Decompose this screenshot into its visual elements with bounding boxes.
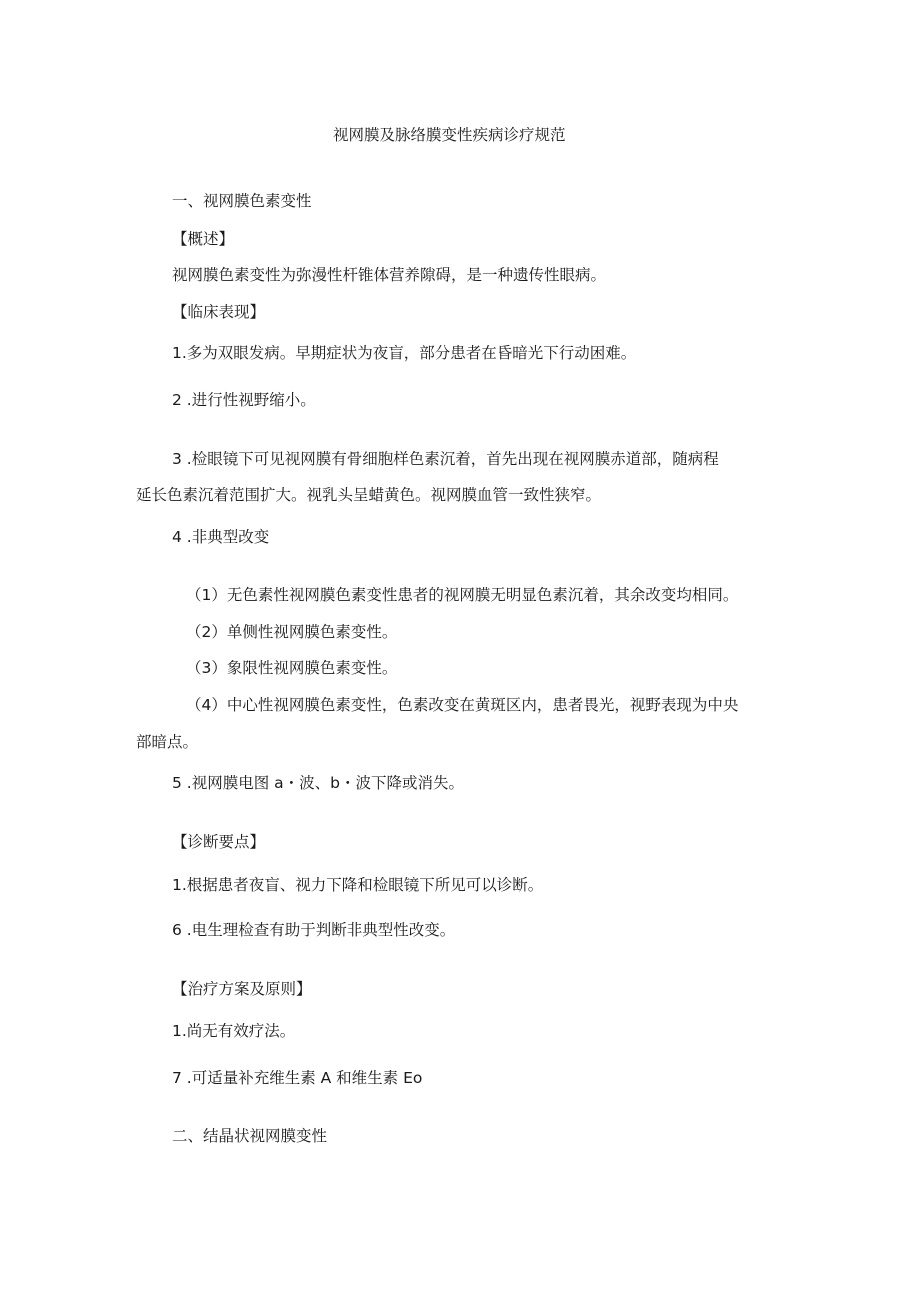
paragraph: 5 .视网膜电图 a・波、b・波下降或消失。 [172, 774, 464, 792]
paragraph: 4 .非典型改变 [172, 528, 270, 546]
subsection-heading: 【诊断要点】 [172, 833, 266, 851]
section-heading: 一、视网膜色素变性 [172, 192, 312, 210]
paragraph: 1.尚无有效疗法。 [172, 1022, 296, 1040]
paragraph: 1.根据患者夜盲、视力下降和检眼镜下所见可以诊断。 [172, 876, 544, 894]
paragraph: 2 .进行性视野缩小。 [172, 391, 316, 409]
list-item: （4）中心性视网膜色素变性，色素改变在黄斑区内，患者畏光，视野表现为中央 [186, 696, 739, 714]
paragraph: 6 .电生理检查有助于判断非典型性改变。 [172, 921, 456, 939]
list-item: （3）象限性视网膜色素变性。 [186, 659, 398, 677]
list-item: （1）无色素性视网膜色素变性患者的视网膜无明显色素沉着，其余改变均相同。 [186, 586, 739, 604]
paragraph: 7 .可适量补充维生素 A 和维生素 Eo [172, 1069, 423, 1087]
section-heading: 二、结晶状视网膜变性 [172, 1127, 328, 1145]
paragraph: 3 .检眼镜下可见视网膜有骨细胞样色素沉着，首先出现在视网膜赤道部，随病程 [172, 450, 719, 468]
document-title: 视网膜及脉络膜变性疾病诊疗规范 [333, 126, 566, 144]
list-item: 部暗点。 [136, 733, 199, 751]
paragraph: 视网膜色素变性为弥漫性杆锥体营养隙碍，是一种遗传性眼病。 [172, 266, 607, 284]
subsection-heading: 【治疗方案及原则】 [172, 980, 312, 998]
subsection-heading: 【概述】 [172, 230, 235, 248]
paragraph: 1.多为双眼发病。早期症状为夜盲，部分患者在昏暗光下行动困难。 [172, 344, 637, 362]
paragraph: 延长色素沉着范围扩大。视乳头呈蜡黄色。视网膜血管一致性狭窄。 [136, 486, 602, 504]
subsection-heading: 【临床表现】 [172, 303, 266, 321]
list-item: （2）单侧性视网膜色素变性。 [186, 623, 398, 641]
